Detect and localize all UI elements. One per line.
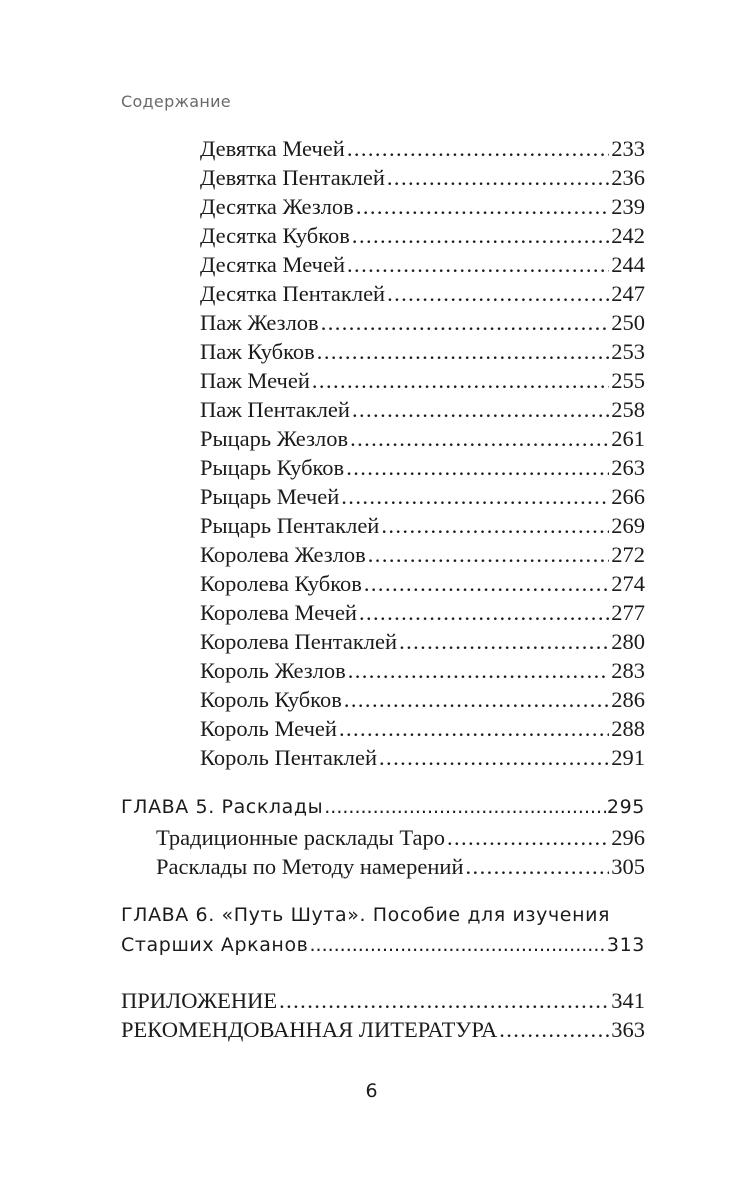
- dot-leader: [341, 482, 609, 511]
- dot-leader: [279, 986, 609, 1015]
- dot-leader: [309, 930, 605, 960]
- dot-leader: [399, 627, 609, 656]
- toc-entry[interactable]: [200, 279, 645, 308]
- dot-leader: [356, 192, 609, 221]
- toc-section[interactable]: [156, 852, 645, 881]
- dot-leader: [347, 134, 609, 163]
- toc-entry[interactable]: [200, 163, 645, 192]
- toc-entry-title: Десятка Мечей: [200, 252, 346, 277]
- dot-leader: [324, 792, 606, 822]
- appendix-title: ПРИЛОЖЕНИЕ: [121, 988, 278, 1013]
- toc-section[interactable]: [156, 823, 645, 852]
- chapter-page: 295: [606, 796, 645, 818]
- page-number: 6: [365, 1080, 378, 1102]
- dot-leader: [381, 511, 609, 540]
- toc-entry[interactable]: [200, 395, 645, 424]
- toc-entry-page: 291: [611, 745, 645, 770]
- toc-entry[interactable]: [200, 250, 645, 279]
- toc-entry-page: 253: [611, 339, 645, 364]
- toc-entry-page: 244: [611, 252, 645, 277]
- literature-title: РЕКОМЕНДОВАННАЯ ЛИТЕРАТУРА: [121, 1017, 498, 1042]
- toc-entry-page: 247: [611, 281, 645, 306]
- toc-entry-page: 236: [611, 165, 645, 190]
- toc-entry[interactable]: [200, 511, 645, 540]
- toc-entry[interactable]: [200, 656, 645, 685]
- toc-entry-page: 286: [611, 687, 645, 712]
- toc-entry[interactable]: [200, 424, 645, 453]
- toc-entry[interactable]: [200, 540, 645, 569]
- chapter-title-line1: ГЛАВА 6. «Путь Шута». Пособие для изучения: [121, 904, 611, 926]
- toc-section-page: 296: [611, 825, 645, 850]
- toc-entry-title: Десятка Кубков: [200, 223, 350, 248]
- chapter-6[interactable]: [121, 900, 645, 960]
- toc-entry-page: 263: [611, 455, 645, 480]
- dot-leader: [364, 569, 609, 598]
- toc-section-title: Традиционные расклады Таро: [156, 825, 445, 850]
- dot-leader: [347, 250, 609, 279]
- toc-entry[interactable]: [200, 743, 645, 772]
- running-head: Содержание: [121, 92, 231, 111]
- toc-entry-title: Рыцарь Мечей: [200, 484, 340, 509]
- toc-entry-page: 261: [611, 426, 645, 451]
- dot-leader: [368, 540, 609, 569]
- toc-entry[interactable]: [200, 337, 645, 366]
- toc-entry-title: Девятка Пентаклей: [200, 165, 385, 190]
- toc-entry-page: 258: [611, 397, 645, 422]
- toc-entry-title: Девятка Мечей: [200, 136, 345, 161]
- toc-entry[interactable]: [200, 482, 645, 511]
- dot-leader: [387, 163, 609, 192]
- chapter-title-line2: Старших Арканов: [121, 934, 309, 956]
- toc-entry-title: Королева Мечей: [200, 600, 357, 625]
- toc-appendix[interactable]: [121, 986, 645, 1015]
- toc-entry-title: Королева Жезлов: [200, 542, 366, 567]
- dot-leader: [352, 395, 609, 424]
- toc-entry[interactable]: [200, 308, 645, 337]
- toc-entry-page: 255: [611, 368, 645, 393]
- dot-leader: [379, 743, 609, 772]
- toc-entry[interactable]: [200, 453, 645, 482]
- toc-entry-page: 288: [611, 716, 645, 741]
- dot-leader: [447, 823, 609, 852]
- toc-entry-page: 277: [611, 600, 645, 625]
- toc-section-page: 305: [611, 854, 645, 879]
- toc-entry-title: Паж Пентаклей: [200, 397, 350, 422]
- dot-leader: [466, 852, 610, 881]
- literature-page: 363: [611, 1017, 645, 1042]
- toc-entry-page: 239: [611, 194, 645, 219]
- toc-entry-title: Рыцарь Пентаклей: [200, 513, 380, 538]
- toc-entry-title: Рыцарь Кубков: [200, 455, 345, 480]
- toc-section-title: Расклады по Методу намерений: [156, 854, 464, 879]
- toc-entry-page: 269: [611, 513, 645, 538]
- toc-entry-title: Десятка Жезлов: [200, 194, 354, 219]
- dot-leader: [348, 656, 610, 685]
- toc-entry[interactable]: [200, 598, 645, 627]
- dot-leader: [339, 714, 609, 743]
- toc-entry-title: Паж Кубков: [200, 339, 315, 364]
- dot-leader: [344, 685, 609, 714]
- dot-leader: [359, 598, 609, 627]
- toc-entry-title: Десятка Пентаклей: [200, 281, 386, 306]
- toc-entry[interactable]: [200, 366, 645, 395]
- toc-entry[interactable]: [200, 627, 645, 656]
- toc-entry-page: 283: [611, 658, 645, 683]
- toc-entry[interactable]: [200, 134, 645, 163]
- toc-literature[interactable]: [121, 1015, 645, 1044]
- chapter-title: ГЛАВА 5. Расклады: [121, 796, 324, 818]
- toc-entry-page: 280: [611, 629, 645, 654]
- dot-leader: [387, 279, 609, 308]
- toc-entry-page: 242: [611, 223, 645, 248]
- toc-entry-page: 233: [611, 136, 645, 161]
- appendix-page: 341: [611, 988, 645, 1013]
- toc-entry[interactable]: [200, 685, 645, 714]
- dot-leader: [499, 1015, 609, 1044]
- toc-entry[interactable]: [200, 714, 645, 743]
- toc-entry-title: Король Жезлов: [200, 658, 346, 683]
- dot-leader: [321, 308, 610, 337]
- dot-leader: [350, 424, 609, 453]
- toc-entry-title: Паж Мечей: [200, 368, 310, 393]
- toc-entry[interactable]: [200, 192, 645, 221]
- chapter-page: 313: [606, 934, 645, 956]
- toc-entry[interactable]: [200, 221, 645, 250]
- toc-entry-page: 250: [611, 310, 645, 335]
- dot-leader: [346, 453, 609, 482]
- toc-entry-title: Король Мечей: [200, 716, 337, 741]
- toc-entry-title: Королева Пентаклей: [200, 629, 398, 654]
- toc-entry-page: 274: [611, 571, 645, 596]
- chapter-5[interactable]: [121, 792, 645, 822]
- toc-entry[interactable]: [200, 569, 645, 598]
- toc-entry-title: Паж Жезлов: [200, 310, 319, 335]
- toc-entry-title: Король Пентаклей: [200, 745, 378, 770]
- dot-leader: [352, 221, 609, 250]
- toc-entry-title: Король Кубков: [200, 687, 342, 712]
- toc-entry-title: Королева Кубков: [200, 571, 362, 596]
- dot-leader: [317, 337, 609, 366]
- toc-entry-page: 266: [611, 484, 645, 509]
- dot-leader: [312, 366, 609, 395]
- toc-entry-page: 272: [611, 542, 645, 567]
- toc-entry-title: Рыцарь Жезлов: [200, 426, 349, 451]
